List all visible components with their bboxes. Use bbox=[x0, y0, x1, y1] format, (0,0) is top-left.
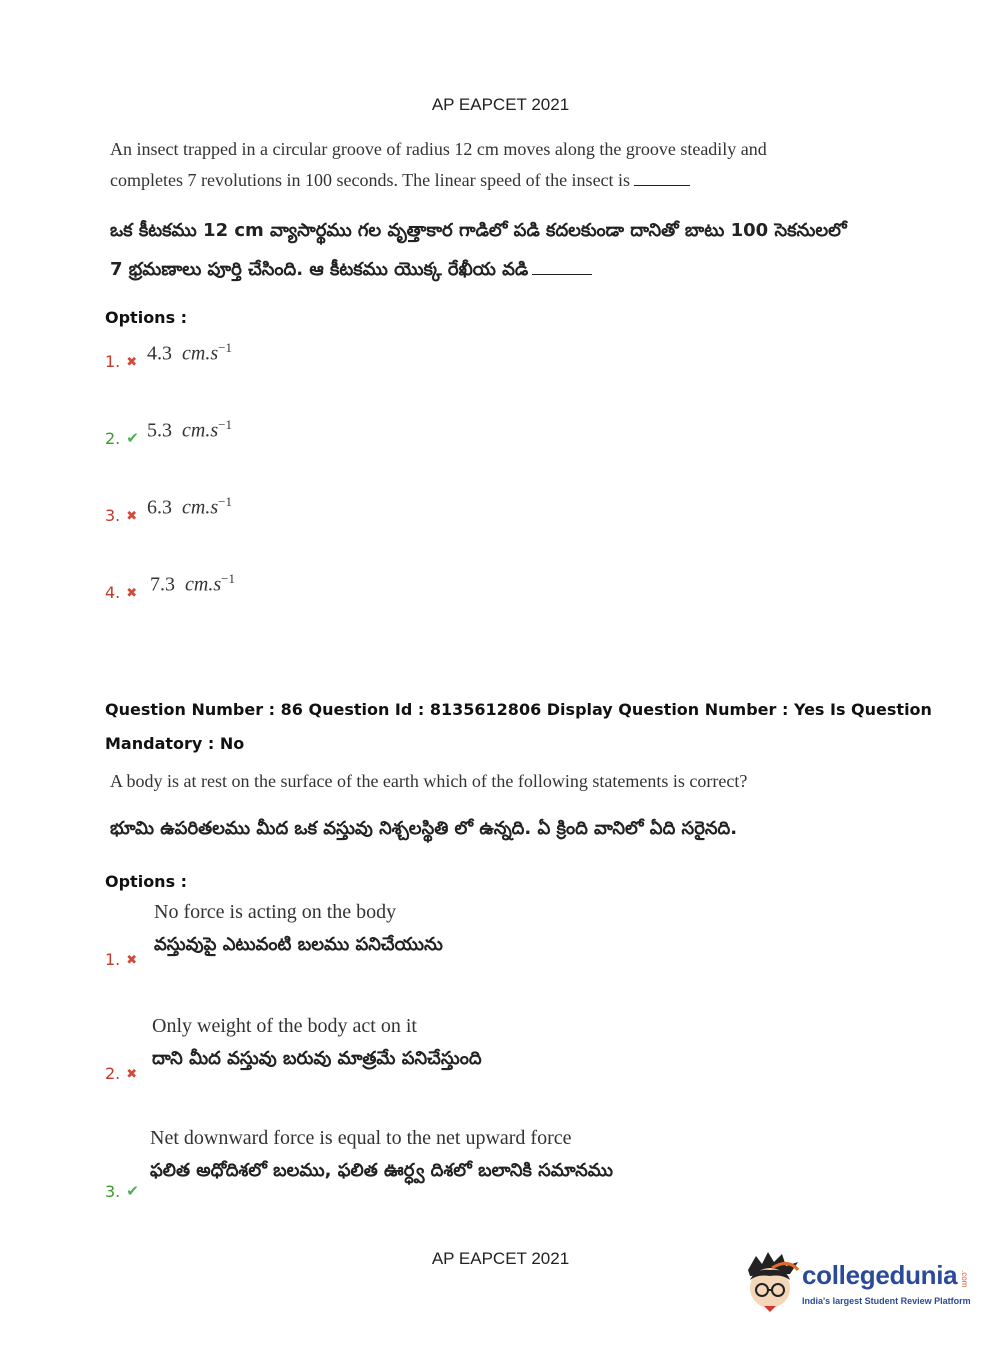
option-telugu: ఫలిత అధోదిశలో బలము, ఫలిత ఊర్ధ్వ దిశలో బలానికి సమానము bbox=[150, 1160, 613, 1181]
answer-blank bbox=[532, 274, 592, 275]
option-exponent: −1 bbox=[218, 494, 232, 509]
option-unit: cm.s bbox=[185, 573, 222, 596]
option-exponent: −1 bbox=[218, 417, 232, 432]
option-number: 3. bbox=[105, 506, 121, 525]
option-number: 4. bbox=[105, 583, 121, 602]
cross-icon: ✖ bbox=[126, 586, 138, 601]
option-exponent: −1 bbox=[221, 571, 235, 586]
q1-english-line1: An insect trapped in a circular groove of radius 12 cm moves along the groove steadily and bbox=[110, 139, 767, 159]
option-unit: cm.s bbox=[182, 496, 219, 519]
answer-blank bbox=[634, 185, 690, 186]
q2-english: A body is at rest on the surface of the earth which of the following statements is correct? bbox=[110, 771, 748, 791]
cross-icon: ✖ bbox=[126, 509, 138, 524]
option-value: 4.3 bbox=[147, 342, 172, 365]
logo-tagline: India's largest Student Review Platform bbox=[802, 1296, 971, 1306]
q2-options-label: Options : bbox=[105, 872, 188, 891]
check-icon: ✔ bbox=[126, 1182, 139, 1200]
option-telugu: వస్తువుపై ఎటువంటి బలము పనిచేయును bbox=[154, 934, 443, 955]
q1-telugu-line1: ఒక కీటకము 12 cm వ్యాసార్థము గల వృత్తాకార గాడిలో పడి కదలకుండా దానితో బాటు 100 సెకనులలో bbox=[110, 220, 847, 241]
q2-option-2[interactable] bbox=[105, 1014, 705, 1086]
q2-option-1[interactable] bbox=[105, 900, 705, 972]
option-number: 1. bbox=[105, 352, 121, 371]
cross-icon: ✖ bbox=[126, 355, 138, 370]
mascot-icon bbox=[742, 1248, 800, 1314]
option-unit: cm.s bbox=[182, 342, 219, 365]
collegedunia-logo[interactable] bbox=[742, 1248, 972, 1318]
option-unit: cm.s bbox=[182, 419, 219, 442]
option-value: 7.3 bbox=[150, 573, 175, 596]
option-telugu: దాని మీద వస్తువు బరువు మాత్రమే పనిచేస్తుంది bbox=[152, 1048, 482, 1069]
page-footer: AP EAPCET 2021 bbox=[431, 1249, 570, 1268]
q1-telugu-line2: 7 భ్రమణాలు పూర్తి చేసింది. ఆ కీటకము యొక్క రేఖీయ వడి bbox=[110, 259, 529, 280]
option-english: Only weight of the body act on it bbox=[152, 1015, 417, 1037]
q1-english-line2-wrap bbox=[110, 165, 690, 196]
q1-telugu-line2-wrap bbox=[110, 259, 592, 284]
option-english: No force is acting on the body bbox=[154, 901, 397, 923]
option-number: 2. bbox=[105, 1064, 121, 1083]
q2-meta-line2: Mandatory : No bbox=[105, 734, 245, 753]
option-value: 6.3 bbox=[147, 496, 172, 519]
option-number: 3. bbox=[105, 1182, 121, 1201]
option-number: 2. bbox=[105, 429, 121, 448]
q2-option-3[interactable] bbox=[105, 1126, 745, 1206]
logo-suffix: .com bbox=[960, 1270, 969, 1288]
option-exponent: −1 bbox=[218, 340, 232, 355]
page-header: AP EAPCET 2021 bbox=[431, 95, 570, 114]
q1-options-label: Options : bbox=[105, 308, 188, 327]
option-number: 1. bbox=[105, 950, 121, 969]
cross-icon: ✖ bbox=[126, 1067, 138, 1082]
option-value: 5.3 bbox=[147, 419, 172, 442]
logo-name: collegedunia bbox=[802, 1260, 958, 1290]
check-icon: ✔ bbox=[126, 429, 139, 447]
cross-icon: ✖ bbox=[126, 953, 138, 968]
option-english: Net downward force is equal to the net upward force bbox=[150, 1127, 572, 1149]
q2-telugu: భూమి ఉపరితలము మీద ఒక వస్తువు నిశ్చలస్థితి లో ఉన్నది. ఏ క్రింది వానిలో ఏది సరైనది. bbox=[110, 818, 738, 839]
q2-meta-line1: Question Number : 86 Question Id : 8135612806 Display Question Number : Yes Is Question bbox=[105, 700, 932, 719]
q1-english-line2: completes 7 revolutions in 100 seconds. The linear speed of the insect is bbox=[110, 170, 631, 190]
